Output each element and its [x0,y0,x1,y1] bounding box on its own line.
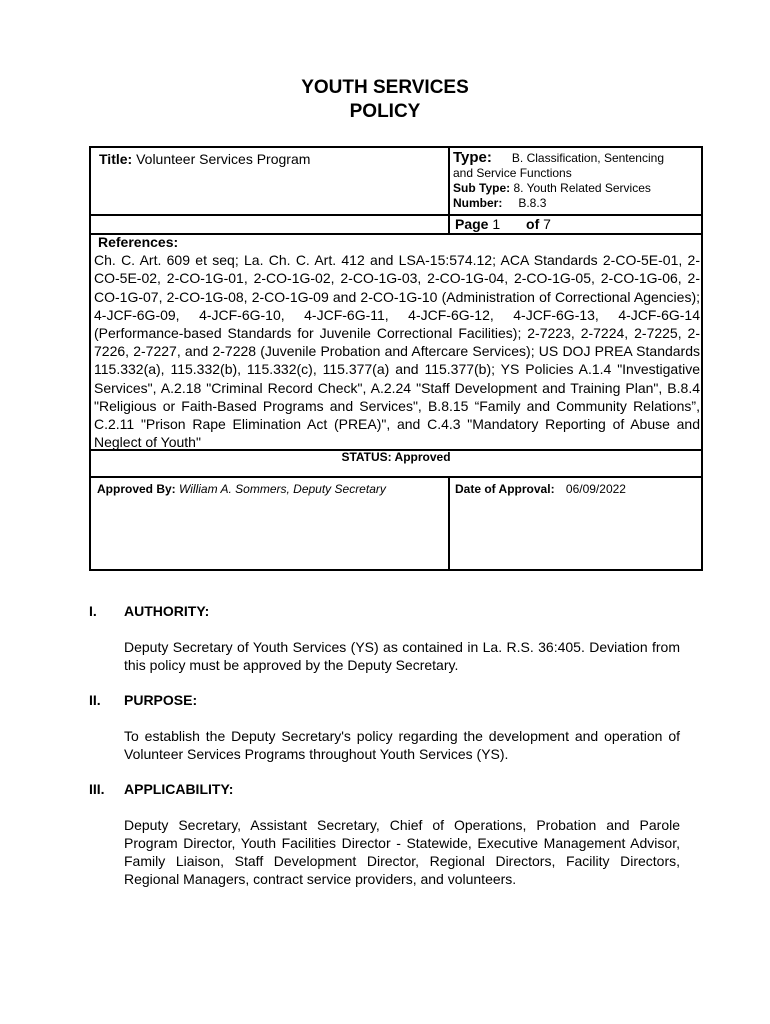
table-divider-vertical-bottom [448,476,450,569]
section-1-number: I. [89,603,97,619]
section-1-body: Deputy Secretary of Youth Services (YS) as contained in La. R.S. 36:405. Deviation from this policy must be approved by the Deputy Secretary. [124,639,680,673]
section-2-number: II. [89,692,101,708]
table-divider-status-bottom [91,476,701,478]
title-label: Title: [99,151,133,167]
page-current: 1 [492,216,501,232]
references-label: References: [98,234,179,250]
title-line-1: YOUTH SERVICES [301,77,469,98]
approval-date-cell [455,482,626,497]
table-divider-vertical-top [448,148,450,233]
section-3-number: III. [89,781,105,797]
page-total: 7 [543,216,551,232]
approval-date-label: Date of Approval: [455,482,555,496]
subtype-value: 8. Youth Related Services [513,181,651,195]
type-label: Type: [453,149,492,166]
table-divider-title-row [91,214,448,216]
number-value: B.8.3 [518,196,547,210]
section-3-heading: APPLICABILITY: [124,781,234,797]
subtype-label: Sub Type: [453,181,511,195]
type-value-continued: and Service Functions [453,166,572,180]
section-2-heading: PURPOSE: [124,692,198,708]
status-badge: STATUS: Approved [341,450,451,464]
section-2-body: To establish the Deputy Secretary's policy regarding the development and operation of Volunteer Services Programs throughout Youth Services (YS). [124,728,680,762]
section-1-heading: AUTHORITY: [124,603,210,619]
title-value: Volunteer Services Program [136,151,311,167]
title-cell [99,151,310,167]
approved-by-value: William A. Sommers, Deputy Secretary [179,482,386,496]
number-label: Number: [453,196,503,210]
approval-date-value: 06/09/2022 [565,482,626,496]
page-label: Page [455,216,489,232]
title-line-2: POLICY [349,101,421,122]
page-cell [455,216,551,232]
type-value: B. Classification, Sentencing [511,151,664,165]
document-title [0,76,770,124]
references-block [94,233,700,451]
type-cell [453,150,697,211]
references-text: Ch. C. Art. 609 et seq; La. Ch. C. Art. 412 and LSA-15:574.12; ACA Standards 2-CO-5E-01, 2-CO-5E-02, 2-CO-1G-01, 2-CO-1G-02, 2-CO-1G-03, 2-CO-1G-04, 2-CO-1G-05, 2-CO-1G-06, 2-CO-1G-07, 2-CO-1G-08, 2-CO-1G-09 and 2-CO-1G-10 (Administration of Correctional Agencies); 4-JCF-6G-09, 4-JCF-6G-10, 4-JCF-6G-11, 4-JCF-6G-12, 4-JCF-6G-13, 4-JCF-6G-14 (Performance-based Standards for Juvenile Correctional Facilities); 2-7223, 2-7224, 2-7225, 2-7226, 2-7227, and 2-7228 (Juvenile Probation and Aftercare Services); US DOJ PREA Standards 115.332(a), 115.332(b), 115.332(c), 115.377(a) and 115.377(b); YS Policies A.1.4 "Investigative Services", A.2.18 "Criminal Record Check", A.2.24 "Staff Development and Training Plan", B.8.4 "Religious or Faith-Based Programs and Services", B.8.15 “Family and Community Relations”, C.2.11 "Prison Rape Elimination Act (PREA)", and C.4.3 "Mandatory Reporting of Abuse and Neglect of Youth" [94,252,700,451]
section-3-body: Deputy Secretary, Assistant Secretary, Chief of Operations, Probation and Parole Program Director, Youth Facilities Director - Statewide, Executive Management Advisor, Family Liaison, Staff Development Director, Regional Directors, Facility Directors, Regional Managers, contract service providers, and volunteers. [124,817,680,887]
page-of-label: of [526,216,540,232]
approved-by-cell [97,482,386,497]
approved-by-label: Approved By: [97,482,176,496]
